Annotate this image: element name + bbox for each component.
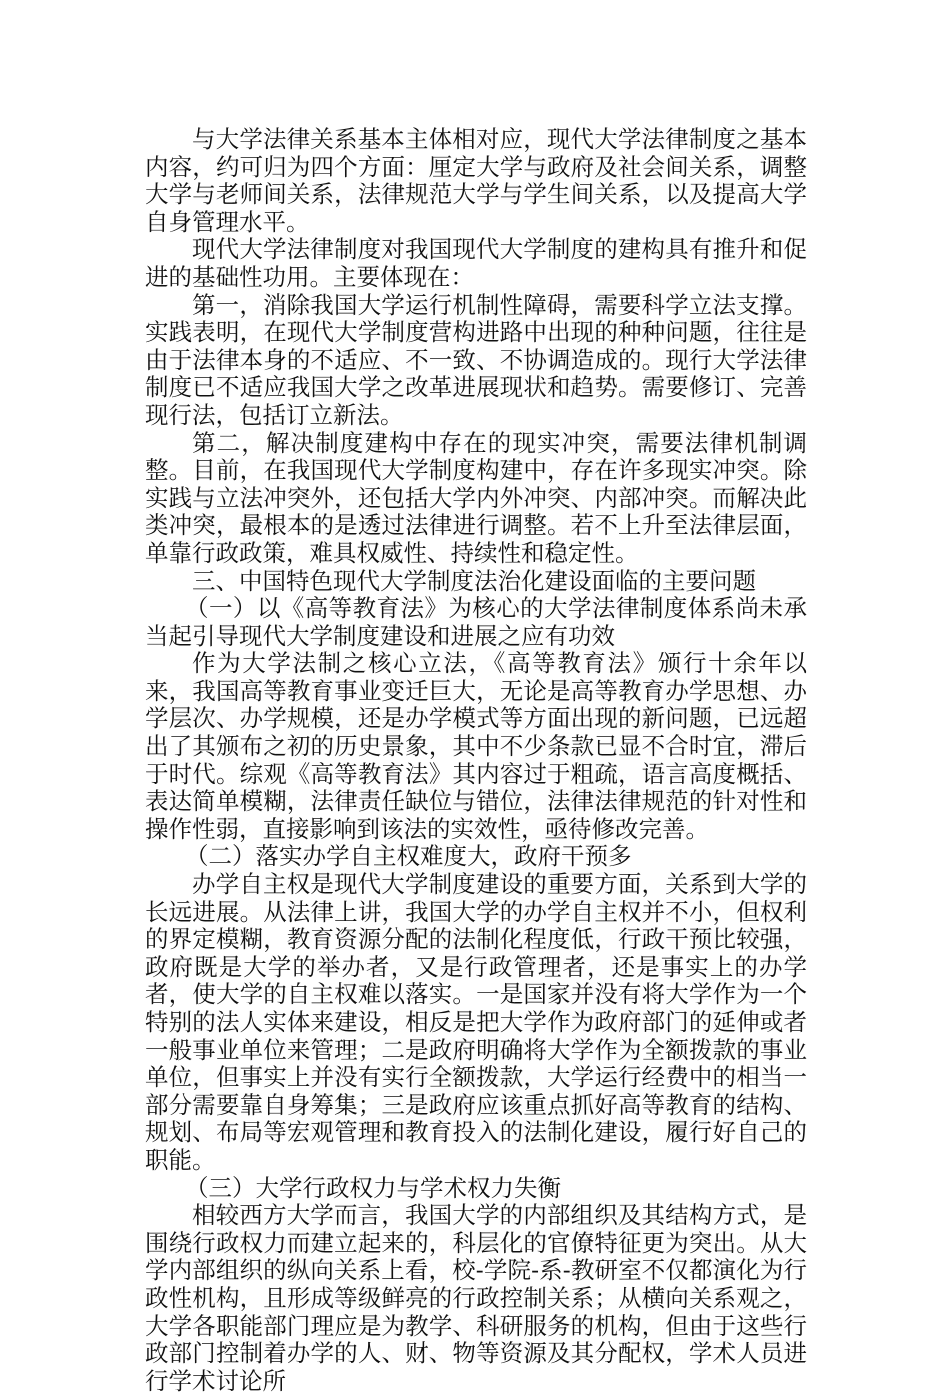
paragraph-autonomy: 办学自主权是现代大学制度建设的重要方面，关系到大学的长远进展。从法律上讲，我国大学的办学自主权并不小，但权利的界定模糊，教育资源分配的法制化程度低，行政干预比较强，政府既是大学的举办者，又是行政管理者，还是事实上的办学者，使大学的自主权难以落实。一是国家并没有将大学作为一个特别的法人实体来建设，相反是把大学作为政府部门的延伸或者一般事业单位来管理；二是政府明确将大学作为全额拨款的事业单位，但事实上并没有实行全额拨款，大学运行经费中的相当一部分需要靠自身筹集；三是政府应该重点抓好高等教育的结构、规划、布局等宏观管理和教育投入的法制化建设，履行好自己的职能。 [145,870,807,1174]
paragraph-intro: 与大学法律关系基本主体相对应，现代大学法律制度之基本内容，约可归为四个方面：厘定大学与政府及社会间关系，调整大学与老师间关系，法律规范大学与学生间关系，以及提高大学自身管理水平。 [145,125,807,236]
subheading-2: （二）落实办学自主权难度大，政府干预多 [185,842,632,871]
paragraph-administrative-power: 相较西方大学而言，我国大学的内部组织及其结构方式，是围绕行政权力而建立起来的，科层化的官僚特征更为突出。从大学内部组织的纵向关系上看，校-学院-系-教研室不仅都演化为行政性机构，且形成等级鲜亮的行政控制关系；从横向关系观之，大学各职能部门理应是为教学、科研服务的机构，但由于这些行政部门控制着办学的人、财、物等资源及其分配权，学术人员进行学术讨论所 [145,1201,807,1395]
document-body [145,126,807,1395]
paragraph-higher-education-law: 作为大学法制之核心立法，《高等教育法》颁行十余年以来，我国高等教育事业变迁巨大，无论是高等教育办学思想、办学层次、办学规模，还是办学模式等方面出现的新问题，已远超出了其颁布之初的历史景象，其中不少条款已显不合时宜，滞后于时代。综观《高等教育法》其内容过于粗疏，语言高度概括、表达简单模糊，法律责任缺位与错位，法律法律规范的针对性和操作性弱，直接影响到该法的实效性，亟待修改完善。 [145,649,807,843]
paragraph-second-point: 第二，解决制度建构中存在的现实冲突，需要法律机制调整。目前，在我国现代大学制度构建中，存在许多现实冲突。除实践与立法冲突外，还包括大学内外冲突、内部冲突。而解决此类冲突，最根本的是透过法律进行调整。若不上升至法律层面，单靠行政政策，难具权威性、持续性和稳定性。 [145,428,807,567]
subheading-3: （三）大学行政权力与学术权力失衡 [185,1173,561,1202]
subheading-1: （一）以《高等教育法》为核心的大学法律制度体系尚未承当起引导现代大学制度建设和进展之应有功效 [145,594,807,650]
paragraph-first-point: 第一，消除我国大学运行机制性障碍，需要科学立法支撑。实践表明，在现代大学制度营构进路中出现的种种问题，往往是由于法律本身的不适应、不一致、不协调造成的。现行大学法律制度已不适应我国大学之改革进展现状和趋势。需要修订、完善现行法，包括订立新法。 [145,290,807,429]
paragraph-function: 现代大学法律制度对我国现代大学制度的建构具有推升和促进的基础性功用。主要体现在： [145,235,807,291]
section-heading: 三、中国特色现代大学制度法治化建设面临的主要问题 [192,566,756,595]
